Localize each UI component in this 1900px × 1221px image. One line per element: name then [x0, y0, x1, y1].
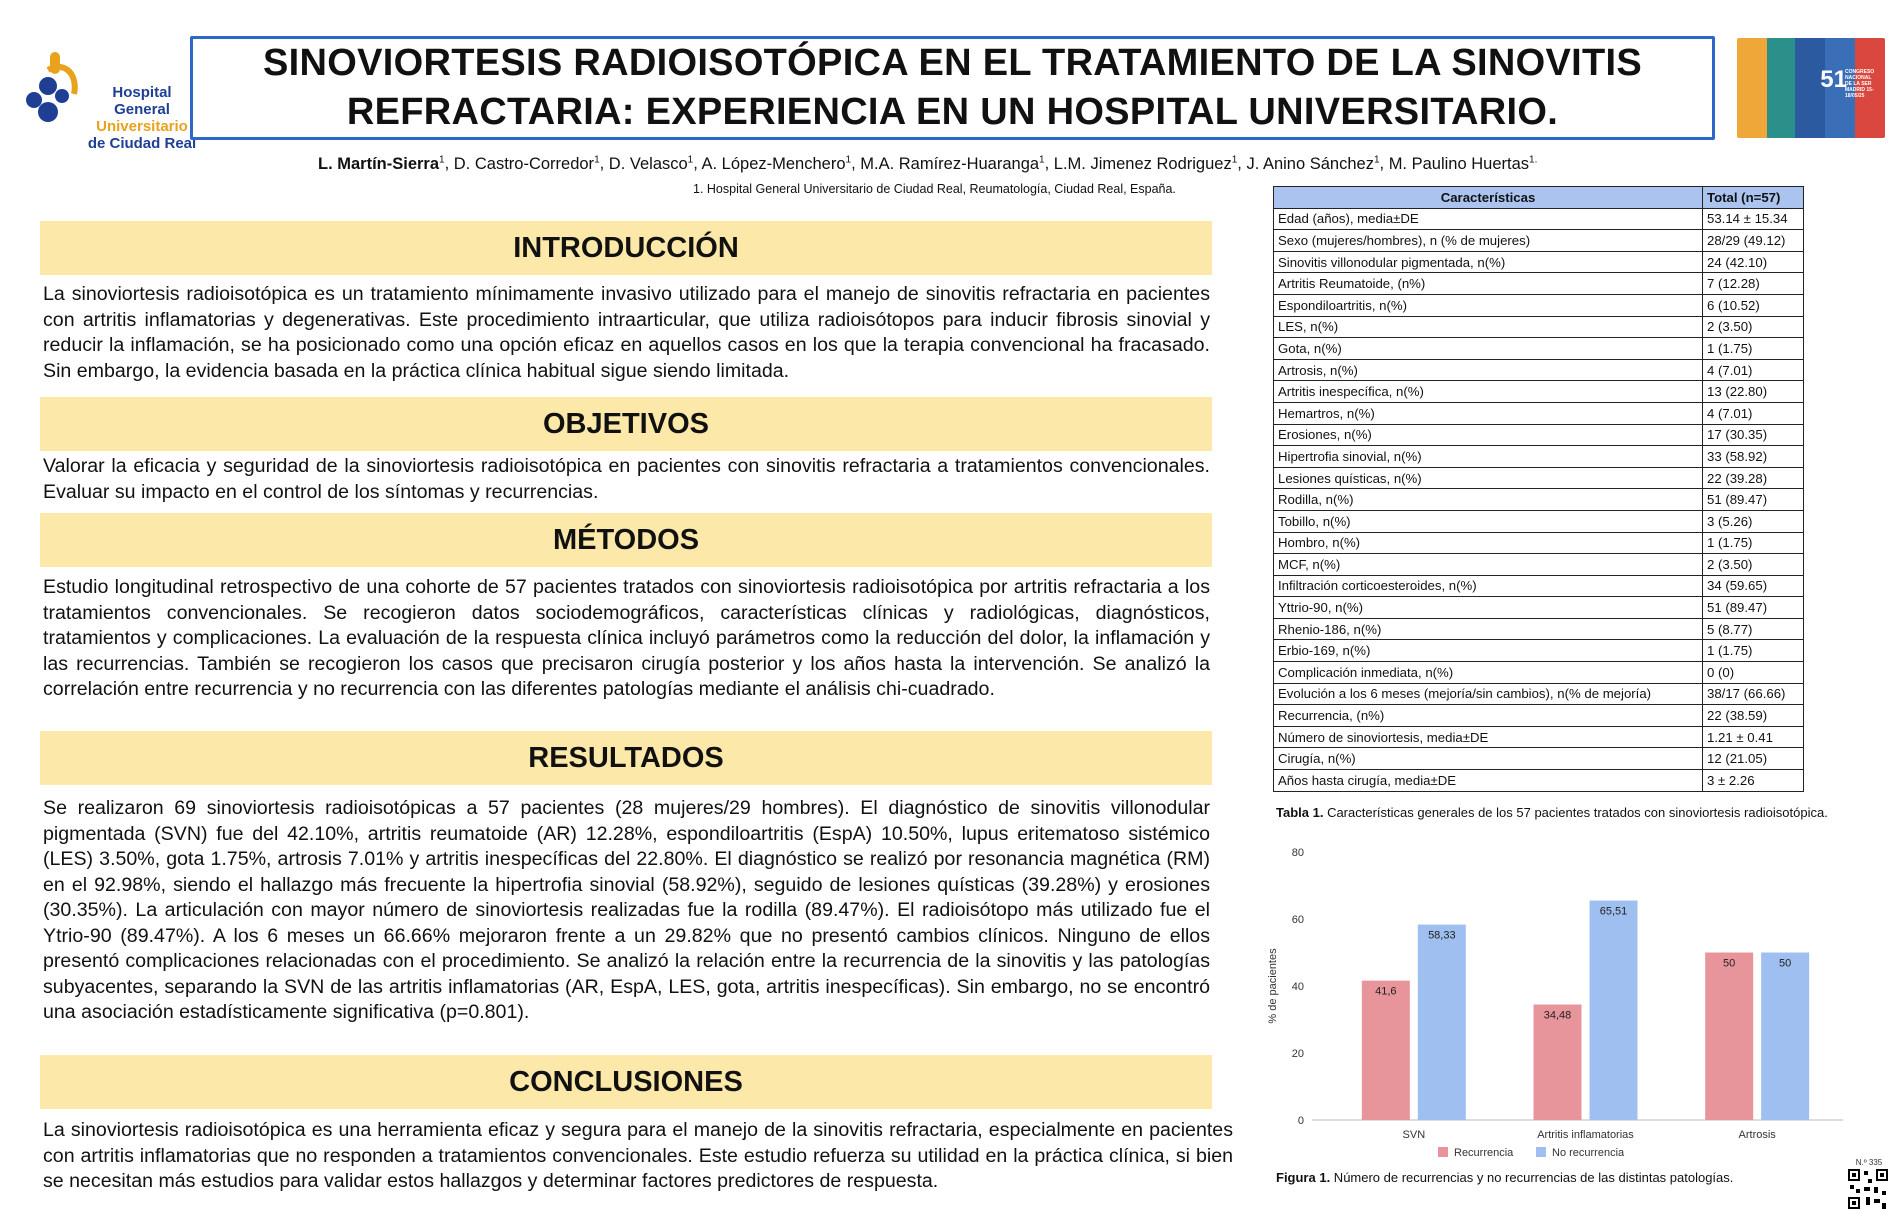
table-cell-characteristic: Sexo (mujeres/hombres), n (% de mujeres) [1274, 230, 1703, 252]
author-4 [702, 155, 852, 173]
table-cell-total: 1 (1.75) [1703, 532, 1804, 554]
table-cell-characteristic: Yttrio-90, n(%) [1274, 597, 1703, 619]
logo-line-1: Hospital General [112, 84, 172, 118]
table-cell-characteristic: Rhenio-186, n(%) [1274, 618, 1703, 640]
table-cell-characteristic: Espondiloartritis, n(%) [1274, 294, 1703, 316]
congress-line-4: MADRID 15-18/05/25 [1845, 87, 1874, 99]
table-cell-total: 2 (3.50) [1703, 316, 1804, 338]
table-cell-total: 4 (7.01) [1703, 402, 1804, 424]
table-row [1274, 726, 1804, 748]
table-cell-characteristic: Gota, n(%) [1274, 338, 1703, 360]
congress-badge [1737, 38, 1885, 138]
bar-recurrencia [1705, 953, 1753, 1121]
recurrence-bar-chart [1258, 835, 1858, 1165]
qr-code [1846, 1158, 1892, 1216]
congress-line-3: DE LA SER [1845, 81, 1872, 87]
table-row [1274, 618, 1804, 640]
table-row [1274, 402, 1804, 424]
table-cell-total: 12 (21.05) [1703, 748, 1804, 770]
author-affiliation-sup: 1 [845, 154, 852, 165]
table-row [1274, 640, 1804, 662]
author-name: D. Castro-Corredor [453, 154, 595, 173]
y-tick-label: 40 [1291, 981, 1304, 993]
table-cell-total: 6 (10.52) [1703, 294, 1804, 316]
y-axis-label: % de pacientes [1267, 948, 1279, 1024]
author-list: L. Martín-Sierra$^1$, D. Castro-Corredor$^1$, D. Velasco$^1$, A. López-Menchero$^1$, M.A. Ramírez-Huaranga$^1$, L.M. Jimenez Rodriguez$^1$, J. Anino Sánchez$^1$, M. Paulino Huertas$^{1.}$ [318, 154, 1538, 173]
table-caption-label: Tabla 1. [1276, 805, 1324, 820]
author-5 [860, 155, 1044, 173]
author-name: M.A. Ramírez-Huaranga [860, 154, 1040, 173]
author-affiliation-sup: 1 [1373, 154, 1380, 165]
author-1 [318, 155, 445, 173]
table-row [1274, 748, 1804, 770]
figure-caption-label: Figura 1. [1276, 1170, 1331, 1185]
table-cell-total: 5 (8.77) [1703, 618, 1804, 640]
table-cell-characteristic: Hipertrofia sinovial, n(%) [1274, 446, 1703, 468]
table-cell-characteristic: Artritis Reumatoide, (n%) [1274, 273, 1703, 295]
table-row [1274, 316, 1804, 338]
bar-no-recurrencia [1418, 925, 1466, 1120]
table-row [1274, 575, 1804, 597]
table-cell-characteristic: Erosiones, n(%) [1274, 424, 1703, 446]
table-header-characteristics: Características [1274, 187, 1703, 209]
author-name: J. Anino Sánchez [1246, 154, 1374, 173]
table-header-row [1274, 187, 1804, 209]
table-cell-total: 1 (1.75) [1703, 640, 1804, 662]
qr-code-icon [1846, 1167, 1890, 1211]
section-body-introduccion: La sinoviortesis radioisotópica es un tratamiento mínimamente invasivo utilizado para el manejo de sinovitis refractaria en pacientes con artritis inflamatorias y degenerativas. Este procedimiento intraarticular, que utiliza radioisótopos para inducir fibrosis sinovial y reducir la inflamación, se ha posicionado como una opción eficaz en aquellos casos en los que la terapia convencional ha fracasado. Sin embargo, la evidencia basada en la práctica clínica habitual sigue siendo limitada. [43, 283, 1210, 382]
congress-number: 51 [1820, 66, 1847, 93]
table-header-total: Total (n=57) [1703, 187, 1804, 209]
table-cell-total: 1 (1.75) [1703, 338, 1804, 360]
section-heading-introduccion: INTRODUCCIÓN [40, 221, 1212, 275]
table-row [1274, 208, 1804, 230]
y-tick-label: 80 [1291, 847, 1304, 859]
table-row [1274, 294, 1804, 316]
table-cell-total: 1.21 ± 0.41 [1703, 726, 1804, 748]
table-row [1274, 532, 1804, 554]
section-body-metodos: Estudio longitudinal retrospectivo de una cohorte de 57 pacientes tratados con sinoviortesis radioisotópica por artritis refractaria a los tratamientos convencionales. Se recogieron datos sociodemográficos, características clínicas y radiológicas, diagnósticos, tratamientos y complicaciones. La evaluación de la respuesta clínica incluyó parámetros como la reducción del dolor, la inflamación y las recurrencias. También se recogieron los casos que precisaron cirugía posterior y los años hasta la intervención. Se analizó la correlación entre recurrencia y no recurrencia con las diferentes patologías mediante el análisis chi-cuadrado. [43, 576, 1210, 700]
table-row [1274, 230, 1804, 252]
author-name: L. Martín-Sierra [318, 154, 440, 173]
legend-swatch-no-recurrencia [1536, 1147, 1546, 1157]
affiliation: 1. Hospital General Universitario de Ciudad Real, Reumatología, Ciudad Real, España. [693, 182, 1176, 196]
section-body-resultados: Se realizaron 69 sinoviortesis radioisotópicas a 57 pacientes (28 mujeres/29 hombres). El diagnóstico de sinovitis villonodular pigmentada (SVN) fue del 42.10%, artritis reumatoide (AR) 12.28%, espondiloartritis (EspA) 10.50%, lupus eritematoso sistémico (LES) 3.50%, gota 1.75%, artrosis 7.01% y artritis inespecíficas del 22.80%. El diagnóstico se realizó por resonancia magnética (RM) en el 92.98%, siendo el hallazgo más frecuente la hipertrofia sinovial (58.92%), seguido de lesiones quísticas (39.28%) y erosiones (30.35%). La articulación con mayor número de sinoviortesis realizadas fue la rodilla (89.47%). El radioisótopo más utilizado fue el Ytrio-90 (89.47%). A los 6 meses un 66.66% mejoraron frente a un 29.82% que no presentó cambios clínicos. Ninguno de ellos presentó complicaciones relacionadas con el procedimiento. Se analizó la relación entre la recurrencia de la sinovitis y las patologías subyacentes, separando la SVN de las artritis inflamatorias (AR, EspA, LES, gota, artritis inespecíficas). Sin embargo, no se encontró una asociación estadísticamente significativa (p=0.801). [43, 797, 1210, 1023]
author-7 [1246, 155, 1379, 173]
table-cell-characteristic: LES, n(%) [1274, 316, 1703, 338]
author-affiliation-sup: 1 [439, 154, 445, 165]
table-cell-characteristic: MCF, n(%) [1274, 554, 1703, 576]
bar-data-label: 50 [1779, 957, 1792, 970]
section-heading-objetivos: OBJETIVOS [40, 397, 1212, 451]
table-cell-characteristic: Hombro, n(%) [1274, 532, 1703, 554]
section-body-conclusiones: La sinoviortesis radioisotópica es una herramienta eficaz y segura para el manejo de la sinovitis refractaria, especialmente en pacientes con artritis inflamatorias que no responden a tratamientos convencionales. Este estudio refuerza su utilidad en la práctica clínica, si bien se necesitan más estudios para validar estos hallazgos y determinar factores predictores de respuesta. [43, 1119, 1233, 1192]
section-heading-conclusiones: CONCLUSIONES [40, 1055, 1212, 1109]
table-cell-total: 33 (58.92) [1703, 446, 1804, 468]
author-affiliation-sup: 1 [1039, 154, 1045, 165]
table-row [1274, 273, 1804, 295]
table-row [1274, 359, 1804, 381]
table-cell-total: 22 (39.28) [1703, 467, 1804, 489]
author-name: M. Paulino Huertas [1388, 154, 1530, 173]
congress-line-2: NACIONAL [1845, 75, 1872, 81]
table-cell-total: 4 (7.01) [1703, 359, 1804, 381]
characteristics-table [1273, 186, 1804, 792]
author-affiliation-sup: 1 [1231, 154, 1238, 165]
bar-data-label: 65,51 [1599, 905, 1628, 918]
author-3 [609, 155, 693, 173]
figure-caption-text: Número de recurrencias y no recurrencias de las distintas patologías. [1330, 1170, 1734, 1185]
table-row [1274, 424, 1804, 446]
table-cell-total: 34 (59.65) [1703, 575, 1804, 597]
table-row [1274, 251, 1804, 273]
table-cell-characteristic: Artrosis, n(%) [1274, 359, 1703, 381]
figure-caption [1276, 1170, 1733, 1185]
author-name: L.M. Jimenez Rodriguez [1053, 154, 1232, 173]
author-affiliation-sup: 1. [1529, 154, 1538, 165]
table-cell-total: 28/29 (49.12) [1703, 230, 1804, 252]
table-row [1274, 683, 1804, 705]
section-heading-metodos: MÉTODOS [40, 513, 1212, 567]
qr-label: N.º 335 [1855, 1158, 1883, 1167]
bar-no-recurrencia [1761, 953, 1809, 1121]
section-heading-resultados: RESULTADOS [40, 731, 1212, 785]
logo-line-2: Universitario [96, 118, 188, 135]
bar-no-recurrencia [1590, 901, 1638, 1120]
table-cell-characteristic: Infiltración corticoesteroides, n(%) [1274, 575, 1703, 597]
congress-text [1845, 69, 1879, 99]
author-name: D. Velasco [608, 154, 688, 173]
author-8 [1389, 155, 1538, 173]
table-row [1274, 554, 1804, 576]
table-row [1274, 467, 1804, 489]
table-cell-characteristic: Complicación inmediata, n(%) [1274, 662, 1703, 684]
table-cell-total: 22 (38.59) [1703, 705, 1804, 727]
table-row [1274, 338, 1804, 360]
section-body-objetivos: Valorar la eficacia y seguridad de la sinoviortesis radioisotópica en pacientes con sinovitis refractaria a tratamientos convencionales. Evaluar su impacto en el control de los síntomas y recurrencias. [43, 455, 1210, 503]
logo-line-3: de Ciudad Real [87, 135, 197, 152]
author-name: A. López-Menchero [701, 154, 846, 173]
table-cell-total: 51 (89.47) [1703, 597, 1804, 619]
table-cell-total: 3 ± 2.26 [1703, 770, 1804, 792]
table-cell-total: 24 (42.10) [1703, 251, 1804, 273]
poster-title: SINOVIORTESIS RADIOISOTÓPICA EN EL TRATAMIENTO DE LA SINOVITIS REFRACTARIA: EXPERIENCIA EN UN HOSPITAL UNIVERSITARIO. [263, 42, 1642, 133]
author-affiliation-sup: 1 [687, 154, 694, 165]
bar-recurrencia [1534, 1004, 1582, 1120]
table-body [1274, 208, 1804, 791]
legend-label: No recurrencia [1552, 1147, 1625, 1159]
table-cell-total: 0 (0) [1703, 662, 1804, 684]
table-cell-characteristic: Sinovitis villonodular pigmentada, n(%) [1274, 251, 1703, 273]
table-cell-characteristic: Número de sinoviortesis, media±DE [1274, 726, 1703, 748]
table-cell-characteristic: Edad (años), media±DE [1274, 208, 1703, 230]
table-cell-characteristic: Rodilla, n(%) [1274, 489, 1703, 511]
table-cell-characteristic: Tobillo, n(%) [1274, 510, 1703, 532]
table-row [1274, 510, 1804, 532]
table-cell-characteristic: Evolución a los 6 meses (mejoría/sin cambios), n(% de mejoría) [1274, 683, 1703, 705]
table-caption [1276, 805, 1828, 820]
table-cell-characteristic: Cirugía, n(%) [1274, 748, 1703, 770]
y-tick-label: 0 [1297, 1115, 1304, 1127]
table-cell-total: 2 (3.50) [1703, 554, 1804, 576]
table-cell-characteristic: Erbio-169, n(%) [1274, 640, 1703, 662]
table-cell-characteristic: Lesiones quísticas, n(%) [1274, 467, 1703, 489]
y-tick-label: 20 [1291, 1048, 1304, 1060]
table-cell-characteristic: Años hasta cirugía, media±DE [1274, 770, 1703, 792]
congress-line-1: CONGRESO [1845, 69, 1875, 75]
x-tick-label: Artritis inflamatorias [1537, 1129, 1634, 1141]
hospital-logo-text [86, 84, 198, 152]
x-tick-label: SVN [1402, 1129, 1426, 1141]
title-box [190, 36, 1715, 140]
table-row [1274, 770, 1804, 792]
author-affiliation-sup: 1 [594, 154, 600, 165]
table-row [1274, 597, 1804, 619]
table-caption-text: Características generales de los 57 pacientes tratados con sinoviortesis radioisotópica. [1323, 805, 1828, 820]
table-cell-total: 17 (30.35) [1703, 424, 1804, 446]
x-tick-label: Artrosis [1738, 1129, 1776, 1141]
table-cell-characteristic: Recurrencia, (n%) [1274, 705, 1703, 727]
bar-data-label: 34,48 [1543, 1009, 1572, 1022]
legend-label: Recurrencia [1454, 1147, 1514, 1159]
table-cell-characteristic: Artritis inespecífica, n(%) [1274, 381, 1703, 403]
table-row [1274, 705, 1804, 727]
table-cell-total: 51 (89.47) [1703, 489, 1804, 511]
table-row [1274, 446, 1804, 468]
author-6 [1054, 155, 1237, 173]
bar-data-label: 50 [1723, 957, 1736, 970]
table-row [1274, 381, 1804, 403]
table-cell-total: 38/17 (66.66) [1703, 683, 1804, 705]
table-cell-total: 7 (12.28) [1703, 273, 1804, 295]
bar-data-label: 58,33 [1428, 929, 1456, 942]
bar-recurrencia [1362, 981, 1410, 1120]
table-cell-total: 3 (5.26) [1703, 510, 1804, 532]
table-cell-total: 13 (22.80) [1703, 381, 1804, 403]
table-cell-characteristic: Hemartros, n(%) [1274, 402, 1703, 424]
table-cell-total: 53.14 ± 15.34 [1703, 208, 1804, 230]
y-tick-label: 60 [1291, 914, 1304, 926]
hospital-logo-icon [18, 50, 88, 140]
table-row [1274, 489, 1804, 511]
legend-swatch-recurrencia [1438, 1147, 1448, 1157]
hospital-logo [18, 50, 197, 152]
bar-data-label: 41,6 [1375, 985, 1397, 998]
table-row [1274, 662, 1804, 684]
author-2 [454, 155, 600, 173]
